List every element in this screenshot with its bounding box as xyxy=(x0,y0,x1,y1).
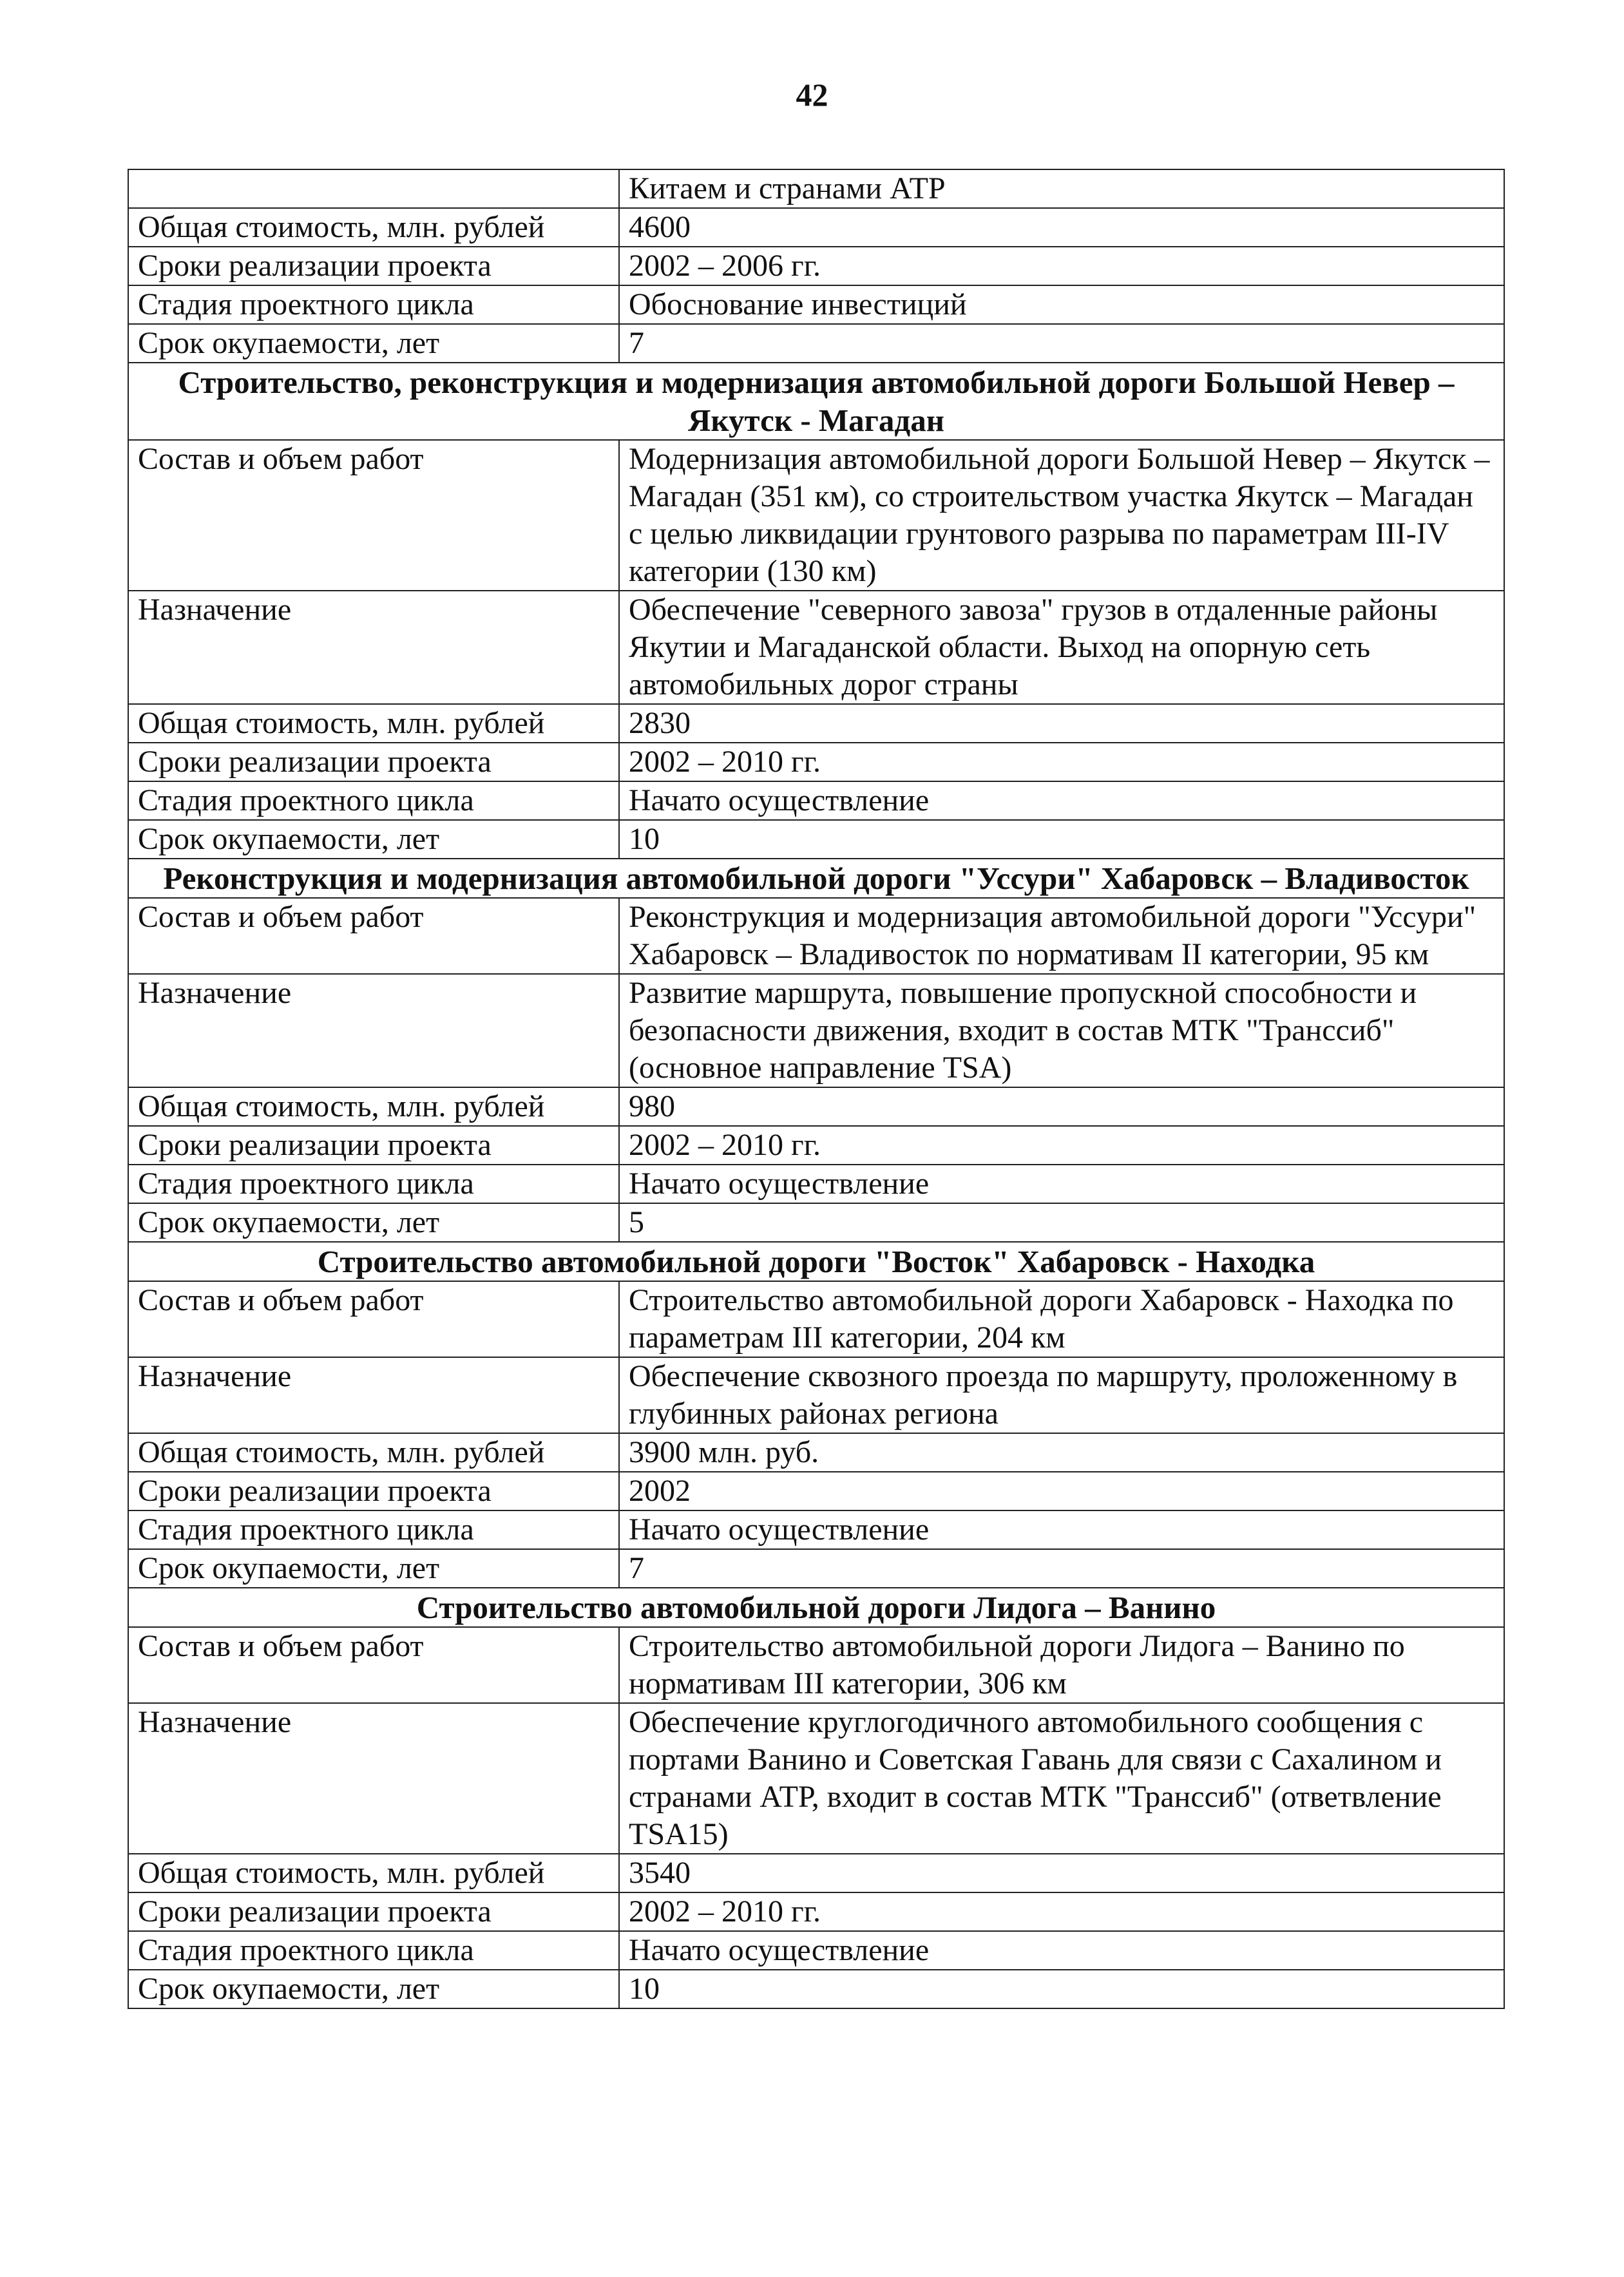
section-heading-row xyxy=(128,1242,1504,1281)
row-label: Общая стоимость, млн. рублей xyxy=(128,704,619,743)
row-value: 10 xyxy=(619,820,1504,859)
row-label: Общая стоимость, млн. рублей xyxy=(128,208,619,247)
table-row xyxy=(128,1931,1504,1970)
row-label: Назначение xyxy=(128,1703,619,1854)
row-value: 2002 xyxy=(619,1472,1504,1510)
section-title: Строительство автомобильной дороги "Восток" Хабаровск - Находка xyxy=(128,1242,1504,1281)
row-label: Срок окупаемости, лет xyxy=(128,1970,619,2008)
row-label: Назначение xyxy=(128,591,619,704)
table-row xyxy=(128,1126,1504,1165)
table-row xyxy=(128,781,1504,820)
row-label: Сроки реализации проекта xyxy=(128,247,619,285)
row-label: Стадия проектного цикла xyxy=(128,285,619,324)
row-value: 3900 млн. руб. xyxy=(619,1433,1504,1472)
table-row xyxy=(128,1549,1504,1588)
table-row xyxy=(128,820,1504,859)
page-number: 42 xyxy=(796,77,828,113)
table-row xyxy=(128,1087,1504,1126)
row-label: Общая стоимость, млн. рублей xyxy=(128,1087,619,1126)
row-label: Общая стоимость, млн. рублей xyxy=(128,1854,619,1892)
row-label: Сроки реализации проекта xyxy=(128,1892,619,1931)
row-label: Состав и объем работ xyxy=(128,1627,619,1703)
section-title: Строительство автомобильной дороги Лидога – Ванино xyxy=(128,1588,1504,1627)
row-label: Срок окупаемости, лет xyxy=(128,1549,619,1588)
table-row xyxy=(128,324,1504,363)
row-value: 3540 xyxy=(619,1854,1504,1892)
row-label: Стадия проектного цикла xyxy=(128,1510,619,1549)
table-row xyxy=(128,1203,1504,1242)
table-row xyxy=(128,169,1504,208)
projects-table xyxy=(128,169,1505,2009)
row-label xyxy=(128,169,619,208)
row-value: Обеспечение "северного завоза" грузов в отдаленные районы Якутии и Магаданской области. Выход на опорную сеть автомобильных дорог страны xyxy=(619,591,1504,704)
row-value: 2002 – 2010 гг. xyxy=(619,1892,1504,1931)
row-value: Начато осуществление xyxy=(619,1165,1504,1203)
section-title: Строительство, реконструкция и модернизация автомобильной дороги Большой Невер – Якутск - Магадан xyxy=(128,363,1504,440)
row-value: Обоснование инвестиций xyxy=(619,285,1504,324)
row-value: Строительство автомобильной дороги Хабаровск - Находка по параметрам III категории, 204 км xyxy=(619,1281,1504,1357)
row-value: Начато осуществление xyxy=(619,1510,1504,1549)
row-value: 4600 xyxy=(619,208,1504,247)
table-row xyxy=(128,1281,1504,1357)
row-value: Модернизация автомобильной дороги Большой Невер – Якутск – Магадан (351 км), со строительством участка Якутск – Магадан с целью ликвидации грунтового разрыва по параметрам III-IV категории (130 км) xyxy=(619,440,1504,591)
row-label: Срок окупаемости, лет xyxy=(128,820,619,859)
row-label: Назначение xyxy=(128,974,619,1087)
row-label: Сроки реализации проекта xyxy=(128,743,619,781)
row-value: Начато осуществление xyxy=(619,1931,1504,1970)
table-row xyxy=(128,898,1504,974)
row-value: Реконструкция и модернизация автомобильной дороги "Уссури" Хабаровск – Владивосток по нормативам II категории, 95 км xyxy=(619,898,1504,974)
row-label: Состав и объем работ xyxy=(128,1281,619,1357)
row-value: 7 xyxy=(619,324,1504,363)
row-value: 7 xyxy=(619,1549,1504,1588)
table-row xyxy=(128,1510,1504,1549)
table-row xyxy=(128,1970,1504,2008)
row-label: Состав и объем работ xyxy=(128,898,619,974)
row-label: Стадия проектного цикла xyxy=(128,781,619,820)
row-value: 980 xyxy=(619,1087,1504,1126)
section-heading-row xyxy=(128,1588,1504,1627)
row-label: Срок окупаемости, лет xyxy=(128,324,619,363)
table-row xyxy=(128,1472,1504,1510)
table-row xyxy=(128,1433,1504,1472)
section-heading-row xyxy=(128,859,1504,898)
section-title: Реконструкция и модернизация автомобильной дороги "Уссури" Хабаровск – Владивосток xyxy=(128,859,1504,898)
table-row xyxy=(128,208,1504,247)
table-row xyxy=(128,1703,1504,1854)
row-value: Строительство автомобильной дороги Лидога – Ванино по нормативам III категории, 306 км xyxy=(619,1627,1504,1703)
table-row xyxy=(128,247,1504,285)
row-value: Обеспечение сквозного проезда по маршруту, проложенному в глубинных районах региона xyxy=(619,1357,1504,1433)
table-row xyxy=(128,974,1504,1087)
table-row xyxy=(128,591,1504,704)
row-label: Назначение xyxy=(128,1357,619,1433)
table-row xyxy=(128,1854,1504,1892)
row-label: Срок окупаемости, лет xyxy=(128,1203,619,1242)
table-row xyxy=(128,1357,1504,1433)
row-value: Китаем и странами АТР xyxy=(619,169,1504,208)
row-value: 2002 – 2010 гг. xyxy=(619,743,1504,781)
row-value: 5 xyxy=(619,1203,1504,1242)
row-label: Сроки реализации проекта xyxy=(128,1472,619,1510)
table-row xyxy=(128,440,1504,591)
table-row xyxy=(128,1165,1504,1203)
row-label: Стадия проектного цикла xyxy=(128,1931,619,1970)
row-value: Развитие маршрута, повышение пропускной способности и безопасности движения, входит в состав МТК "Транссиб" (основное направление TSA) xyxy=(619,974,1504,1087)
row-value: 2830 xyxy=(619,704,1504,743)
table-row xyxy=(128,743,1504,781)
row-label: Сроки реализации проекта xyxy=(128,1126,619,1165)
table-row xyxy=(128,704,1504,743)
table-row xyxy=(128,1627,1504,1703)
row-label: Состав и объем работ xyxy=(128,440,619,591)
row-value: 2002 – 2010 гг. xyxy=(619,1126,1504,1165)
row-value: 10 xyxy=(619,1970,1504,2008)
row-value: Обеспечение круглогодичного автомобильного сообщения с портами Ванино и Советская Гавань для связи с Сахалином и странами АТР, входит в состав МТК "Транссиб" (ответвление TSA15) xyxy=(619,1703,1504,1854)
row-value: 2002 – 2006 гг. xyxy=(619,247,1504,285)
section-heading-row xyxy=(128,363,1504,440)
table-row xyxy=(128,285,1504,324)
row-value: Начато осуществление xyxy=(619,781,1504,820)
row-label: Стадия проектного цикла xyxy=(128,1165,619,1203)
row-label: Общая стоимость, млн. рублей xyxy=(128,1433,619,1472)
table-row xyxy=(128,1892,1504,1931)
